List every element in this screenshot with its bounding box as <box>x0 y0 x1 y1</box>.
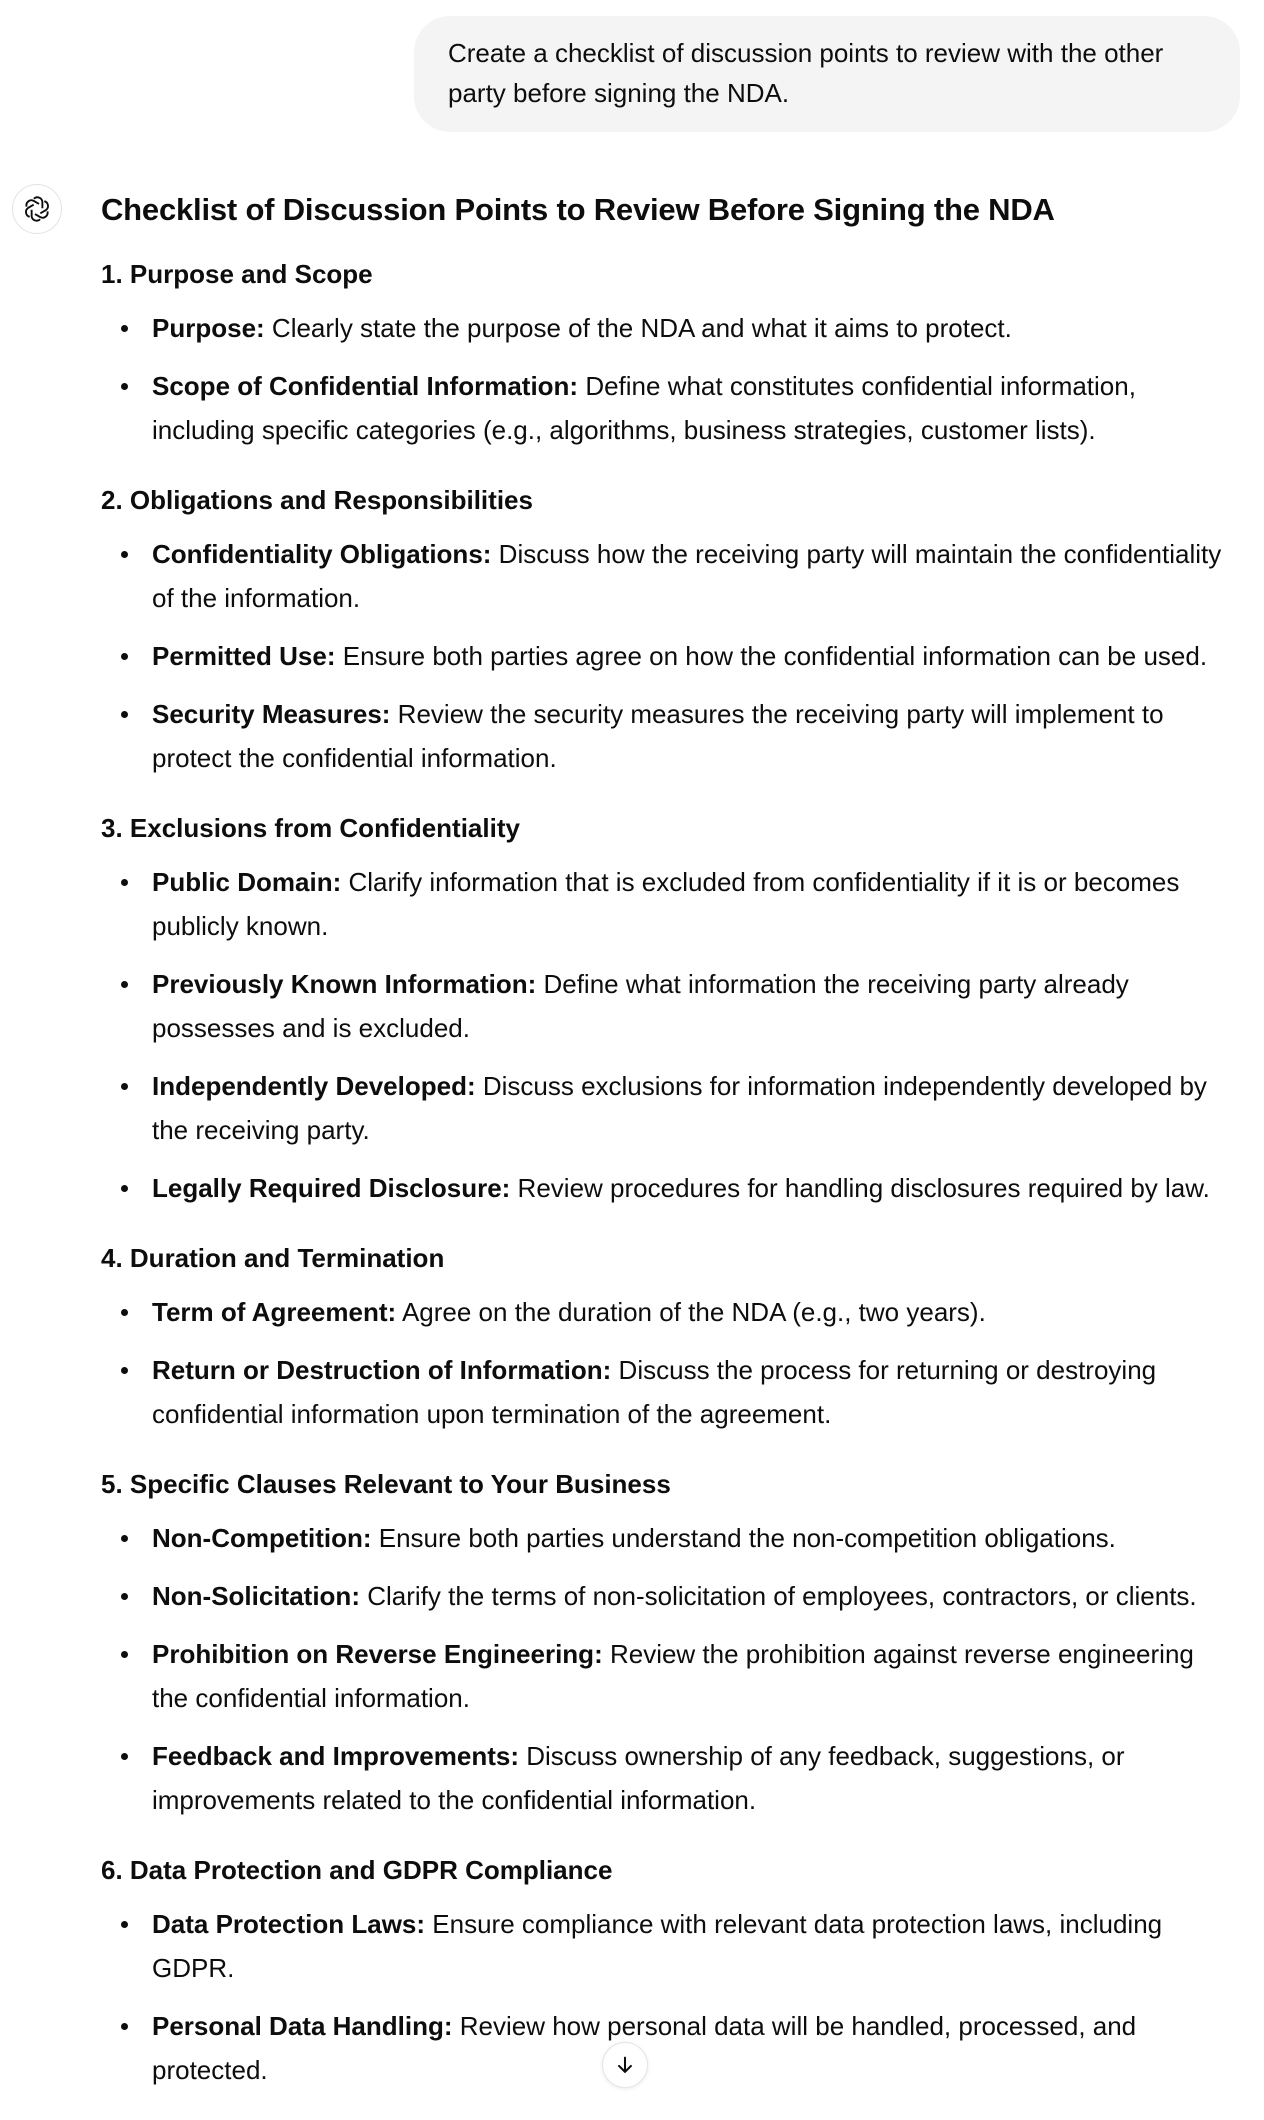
list-item <box>101 532 1237 620</box>
item-text: Define what constitutes confidential information, including specific categories (e.g., algorithms, business strategies, customer lists). <box>152 371 1136 445</box>
item-label: Previously Known Information: <box>152 969 537 999</box>
checklist-items <box>101 1516 1237 1822</box>
item-label: Security Measures: <box>152 699 391 729</box>
item-label: Personal Data Handling: <box>152 2011 453 2041</box>
list-item <box>101 1574 1237 1618</box>
checklist-items <box>101 306 1237 452</box>
item-label: Purpose: <box>152 313 265 343</box>
item-label: Public Domain: <box>152 867 342 897</box>
checklist-sections <box>101 254 1237 2092</box>
section-heading: 6. Data Protection and GDPR Compliance <box>101 1855 613 1885</box>
item-label: Non-Solicitation: <box>152 1581 360 1611</box>
list-item <box>101 1290 1237 1334</box>
section-heading: 4. Duration and Termination <box>101 1243 445 1273</box>
checklist-items <box>101 532 1237 780</box>
response-title: Checklist of Discussion Points to Review Before Signing the NDA <box>101 192 1055 227</box>
item-text: Ensure compliance with relevant data protection laws, including GDPR. <box>152 1909 1163 1983</box>
item-label: Permitted Use: <box>152 641 336 671</box>
section-heading: 1. Purpose and Scope <box>101 259 373 289</box>
list-item <box>101 1734 1237 1822</box>
user-message-bubble: Create a checklist of discussion points to review with the other party before signing the NDA. <box>414 16 1240 132</box>
list-item <box>101 1632 1237 1720</box>
checklist-items <box>101 860 1237 1210</box>
checklist-items <box>101 1902 1237 2092</box>
list-item <box>101 306 1237 350</box>
item-label: Confidentiality Obligations: <box>152 539 492 569</box>
item-text: Agree on the duration of the NDA (e.g., two years). <box>396 1297 986 1327</box>
checklist-items <box>101 1290 1237 1436</box>
openai-logo-icon <box>12 184 62 234</box>
item-text: Define what information the receiving party already possesses and is excluded. <box>152 969 1129 1043</box>
list-item <box>101 860 1237 948</box>
item-text: Discuss ownership of any feedback, suggestions, or improvements related to the confidential information. <box>152 1741 1125 1815</box>
item-text: Clarify information that is excluded from confidentiality if it is or becomes publicly known. <box>152 867 1180 941</box>
arrow-down-icon <box>614 2054 636 2076</box>
item-text: Review the prohibition against reverse engineering the confidential information. <box>152 1639 1194 1713</box>
section-heading: 3. Exclusions from Confidentiality <box>101 813 520 843</box>
item-label: Prohibition on Reverse Engineering: <box>152 1639 603 1669</box>
checklist-section <box>101 808 1237 1210</box>
item-label: Independently Developed: <box>152 1071 476 1101</box>
section-heading: 2. Obligations and Responsibilities <box>101 485 533 515</box>
checklist-section <box>101 254 1237 452</box>
item-label: Return or Destruction of Information: <box>152 1355 612 1385</box>
checklist-section <box>101 1464 1237 1822</box>
list-item <box>101 1064 1237 1152</box>
list-item <box>101 364 1237 452</box>
list-item <box>101 962 1237 1050</box>
item-text: Discuss exclusions for information independently developed by the receiving party. <box>152 1071 1207 1145</box>
item-label: Scope of Confidential Information: <box>152 371 579 401</box>
checklist-section <box>101 1238 1237 1436</box>
item-text: Review the security measures the receiving party will implement to protect the confidential information. <box>152 699 1164 773</box>
item-text: Clarify the terms of non-solicitation of employees, contractors, or clients. <box>359 1581 1197 1611</box>
item-text: Ensure both parties understand the non-competition obligations. <box>371 1523 1116 1553</box>
list-item <box>101 1902 1237 1990</box>
item-label: Term of Agreement: <box>152 1297 397 1327</box>
checklist-section <box>101 1850 1237 2092</box>
list-item <box>101 1348 1237 1436</box>
item-text: Ensure both parties agree on how the confidential information can be used. <box>335 641 1208 671</box>
item-label: Feedback and Improvements: <box>152 1741 519 1771</box>
item-text: Clearly state the purpose of the NDA and what it aims to protect. <box>264 313 1012 343</box>
item-text: Review procedures for handling disclosures required by law. <box>510 1173 1210 1203</box>
user-message-row <box>0 16 1240 132</box>
list-item <box>101 692 1237 780</box>
list-item <box>101 634 1237 678</box>
list-item <box>101 2004 1237 2092</box>
assistant-message <box>101 186 1237 2120</box>
item-label: Data Protection Laws: <box>152 1909 426 1939</box>
list-item <box>101 1516 1237 1560</box>
item-text: Review how personal data will be handled, processed, and protected. <box>152 2011 1137 2085</box>
list-item <box>101 1166 1237 1210</box>
checklist-section <box>101 480 1237 780</box>
item-text: Discuss the process for returning or destroying confidential information upon termination of the agreement. <box>152 1355 1157 1429</box>
scroll-to-bottom-button[interactable] <box>602 2042 648 2088</box>
item-label: Legally Required Disclosure: <box>152 1173 511 1203</box>
item-label: Non-Competition: <box>152 1523 372 1553</box>
section-heading: 5. Specific Clauses Relevant to Your Business <box>101 1469 671 1499</box>
item-text: Discuss how the receiving party will maintain the confidentiality of the information. <box>152 539 1222 613</box>
